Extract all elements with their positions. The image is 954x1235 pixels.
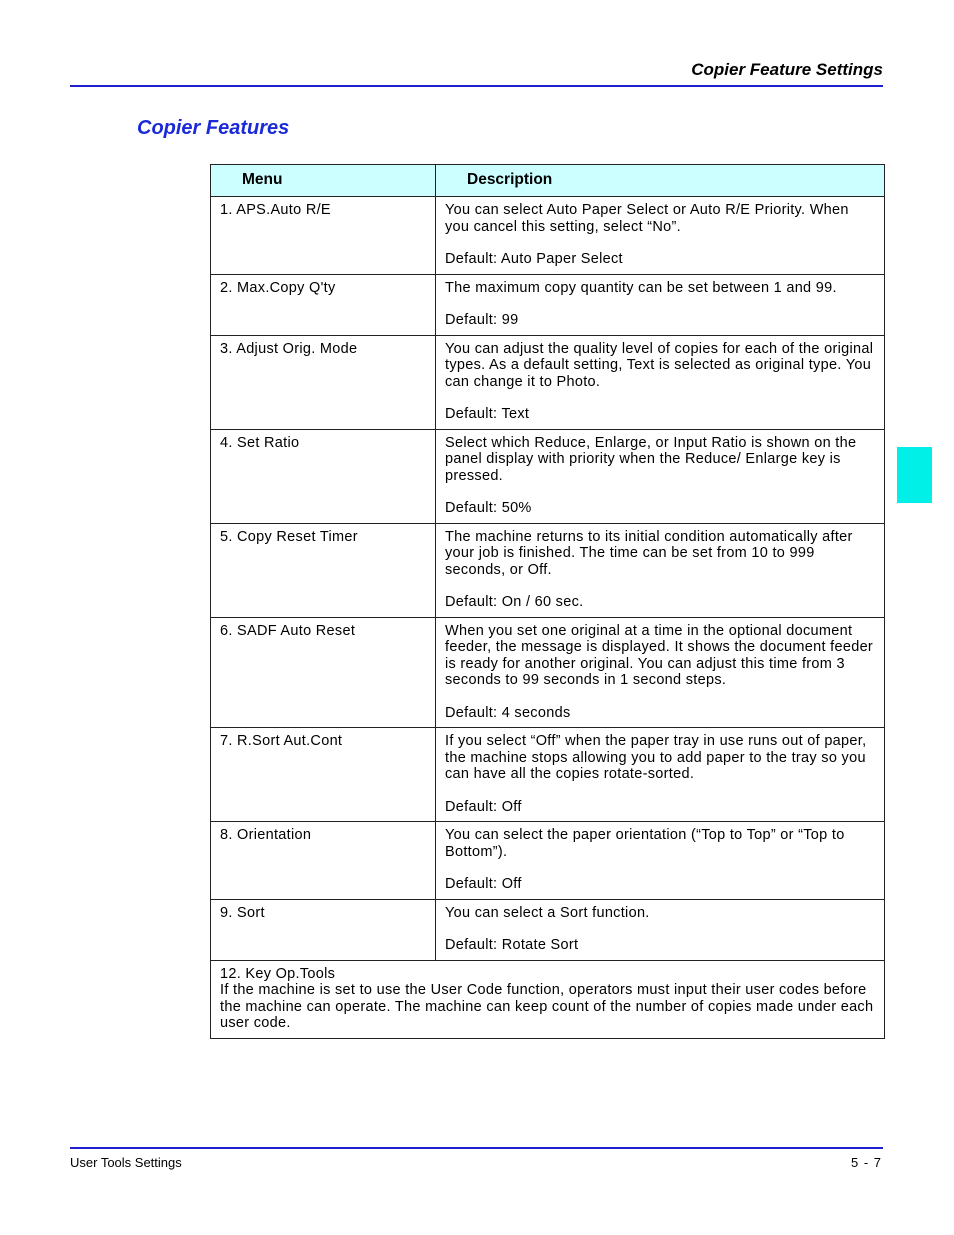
default-value: Default: Off (445, 798, 522, 815)
default-value: Default: 50% (445, 500, 532, 516)
header-divider (70, 85, 883, 87)
table-row (211, 728, 885, 822)
chapter-tab-marker (897, 447, 932, 503)
table-row (211, 274, 885, 335)
table-row (211, 523, 885, 617)
table-row (211, 197, 885, 275)
description-text: Select which Reduce, Enlarge, or Input Ratio is shown on the panel display with priority when the Reduce/ Enlarge key is pressed. (445, 434, 857, 484)
table-row (211, 335, 885, 429)
default-value: Default: On / 60 sec. (445, 594, 584, 610)
menu-cell: 5. Copy Reset Timer (211, 523, 436, 617)
description-cell (436, 335, 885, 429)
footer-divider (70, 1147, 883, 1149)
description-cell (436, 899, 885, 960)
menu-cell: 2. Max.Copy Q'ty (211, 274, 436, 335)
description-text: If you select “Off” when the paper tray in use runs out of paper, the machine stops allowing you to add paper to the tray so you can have all the copies rotate-sorted. (445, 733, 867, 782)
table-row (211, 429, 885, 523)
description-cell (436, 197, 885, 275)
key-op-tools-title: 12. Key Op.Tools (220, 965, 336, 982)
description-text: When you set one original at a time in the optional document feeder, the message is displayed. It shows the document feeder is ready for another original. You can adjust this time from 3 seconds to 99 seconds in 1 second steps. (445, 622, 874, 688)
key-op-tools-text: If the machine is set to use the User Code function, operators must input their user codes before the machine can operate. The machine can keep count of the number of copies made under each user code. (220, 982, 874, 1031)
menu-cell: 1. APS.Auto R/E (211, 197, 436, 275)
description-text: You can select a Sort function. (445, 904, 650, 921)
key-op-tools-cell (211, 960, 885, 1038)
table-row (211, 822, 885, 900)
menu-cell: 9. Sort (211, 899, 436, 960)
description-cell (436, 728, 885, 822)
menu-cell: 7. R.Sort Aut.Cont (211, 728, 436, 822)
default-value: Default: 99 (445, 312, 519, 328)
footer-section-name: User Tools Settings (70, 1155, 182, 1170)
description-cell (436, 822, 885, 900)
table-row (211, 617, 885, 728)
column-header-description: Description (436, 165, 885, 197)
copier-features-table (210, 164, 885, 1039)
section-title: Copier Features (137, 117, 290, 139)
default-value: Default: Text (445, 406, 530, 422)
description-cell (436, 617, 885, 728)
default-value: Default: Auto Paper Select (445, 251, 623, 267)
menu-cell: 6. SADF Auto Reset (211, 617, 436, 728)
page-number: 5 - 7 (850, 1155, 882, 1170)
description-text: The machine returns to its initial condition automatically after your job is finished. The time can be set from 10 to 999 seconds, or Off. (445, 528, 853, 578)
table-row (211, 899, 885, 960)
table-row-full-width (211, 960, 885, 1038)
column-header-menu: Menu (211, 165, 436, 197)
default-value: Default: Rotate Sort (445, 937, 579, 953)
table-header-row (211, 165, 885, 197)
description-text: You can select Auto Paper Select or Auto R/E Priority. When you cancel this setting, select “No”. (445, 202, 849, 235)
description-text: You can adjust the quality level of copies for each of the original types. As a default setting, Text is selected as original type. You can change it to Photo. (445, 340, 874, 390)
menu-cell: 4. Set Ratio (211, 429, 436, 523)
description-cell (436, 523, 885, 617)
description-cell (436, 274, 885, 335)
default-value: Default: Off (445, 876, 522, 892)
default-value: Default: 4 seconds (445, 704, 571, 721)
description-text: You can select the paper orientation (“Top to Top” or “Top to Bottom”). (445, 827, 845, 860)
running-header-title: Copier Feature Settings (691, 60, 883, 79)
menu-cell: 8. Orientation (211, 822, 436, 900)
description-text: The maximum copy quantity can be set between 1 and 99. (445, 279, 837, 296)
description-cell (436, 429, 885, 523)
menu-cell: 3. Adjust Orig. Mode (211, 335, 436, 429)
